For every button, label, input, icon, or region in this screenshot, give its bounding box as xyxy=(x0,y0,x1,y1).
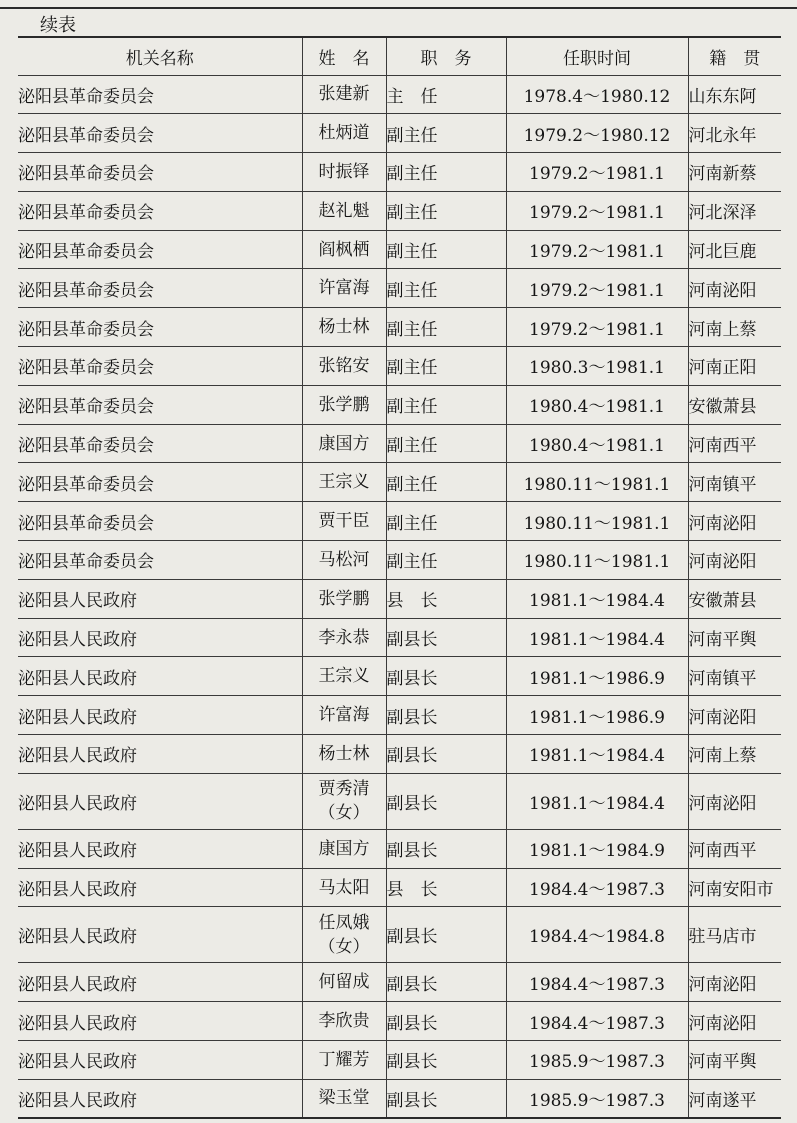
table-row xyxy=(18,502,781,541)
name-cell xyxy=(302,1002,386,1041)
org-cell: 泌阳县革命委员会 xyxy=(18,153,302,192)
origin-cell: 安徽萧县 xyxy=(688,579,781,618)
header-position: 职 务 xyxy=(386,37,506,75)
org-cell: 泌阳县人民政府 xyxy=(18,1002,302,1041)
term-cell: 1981.1～1984.4 xyxy=(506,735,688,774)
pos-cell: 副主任 xyxy=(386,308,506,347)
origin-cell: 河南西平 xyxy=(688,829,781,868)
origin-cell: 河南泌阳 xyxy=(688,696,781,735)
origin-cell: 驻马店市 xyxy=(688,907,781,963)
person-name: 杨士林 xyxy=(318,743,370,764)
table-row xyxy=(18,907,781,963)
term-cell: 1979.2～1981.1 xyxy=(506,153,688,192)
header-name: 姓 名 xyxy=(302,37,386,75)
pos-cell: 副主任 xyxy=(386,347,506,386)
header-origin: 籍 贯 xyxy=(688,37,781,75)
origin-cell: 河南镇平 xyxy=(688,463,781,502)
table-row xyxy=(18,1079,781,1118)
org-cell: 泌阳县革命委员会 xyxy=(18,75,302,114)
table-row xyxy=(18,1041,781,1080)
org-cell: 泌阳县革命委员会 xyxy=(18,230,302,269)
term-cell: 1984.4～1984.8 xyxy=(506,907,688,963)
pos-cell: 县 长 xyxy=(386,868,506,907)
gender-note: （女） xyxy=(318,803,370,824)
term-cell: 1980.11～1981.1 xyxy=(506,463,688,502)
name-cell xyxy=(302,75,386,114)
person-name: 何留成 xyxy=(318,972,370,993)
term-cell: 1979.2～1981.1 xyxy=(506,308,688,347)
person-name: 王宗义 xyxy=(318,666,370,687)
term-cell: 1980.4～1981.1 xyxy=(506,385,688,424)
term-cell: 1980.3～1981.1 xyxy=(506,347,688,386)
origin-cell: 河南平舆 xyxy=(688,618,781,657)
pos-cell: 副县长 xyxy=(386,773,506,829)
org-cell: 泌阳县革命委员会 xyxy=(18,191,302,230)
org-cell: 泌阳县人民政府 xyxy=(18,657,302,696)
top-rule xyxy=(0,0,797,9)
header-row xyxy=(18,37,781,75)
person-name: 杨士林 xyxy=(318,317,370,338)
person-name: 张学鹏 xyxy=(318,588,370,609)
name-cell xyxy=(302,153,386,192)
org-cell: 泌阳县人民政府 xyxy=(18,618,302,657)
person-name: 梁玉堂 xyxy=(318,1088,370,1109)
origin-cell: 河南泌阳 xyxy=(688,541,781,580)
name-cell xyxy=(302,829,386,868)
name-cell xyxy=(302,191,386,230)
origin-cell: 河南正阳 xyxy=(688,347,781,386)
name-cell xyxy=(302,579,386,618)
person-name: 许富海 xyxy=(318,278,370,299)
org-cell: 泌阳县人民政府 xyxy=(18,868,302,907)
table-row xyxy=(18,347,781,386)
term-cell: 1979.2～1980.12 xyxy=(506,114,688,153)
term-cell: 1979.2～1981.1 xyxy=(506,269,688,308)
pos-cell: 副县长 xyxy=(386,657,506,696)
person-name: 任凤娥 xyxy=(318,912,370,933)
pos-cell: 主 任 xyxy=(386,75,506,114)
person-name: 丁耀芳 xyxy=(318,1049,370,1070)
org-cell: 泌阳县人民政府 xyxy=(18,907,302,963)
name-cell xyxy=(302,773,386,829)
origin-cell: 河南新蔡 xyxy=(688,153,781,192)
term-cell: 1984.4～1987.3 xyxy=(506,868,688,907)
table-row xyxy=(18,153,781,192)
name-cell xyxy=(302,463,386,502)
table-row xyxy=(18,579,781,618)
table-row xyxy=(18,308,781,347)
term-cell: 1981.1～1984.4 xyxy=(506,773,688,829)
person-name: 康国方 xyxy=(318,838,370,859)
origin-cell: 河南泌阳 xyxy=(688,963,781,1002)
pos-cell: 副主任 xyxy=(386,463,506,502)
pos-cell: 副主任 xyxy=(386,230,506,269)
org-cell: 泌阳县人民政府 xyxy=(18,829,302,868)
term-cell: 1985.9～1987.3 xyxy=(506,1041,688,1080)
table-row xyxy=(18,541,781,580)
org-cell: 泌阳县人民政府 xyxy=(18,735,302,774)
officials-table xyxy=(18,36,781,1119)
person-name: 张建新 xyxy=(318,84,370,105)
origin-cell: 河南西平 xyxy=(688,424,781,463)
person-name: 贾秀清 xyxy=(318,779,370,800)
org-cell: 泌阳县革命委员会 xyxy=(18,385,302,424)
term-cell: 1981.1～1986.9 xyxy=(506,696,688,735)
origin-cell: 河南遂平 xyxy=(688,1079,781,1118)
person-name: 王宗义 xyxy=(318,472,370,493)
table-row xyxy=(18,230,781,269)
name-cell xyxy=(302,502,386,541)
origin-cell: 河南泌阳 xyxy=(688,1002,781,1041)
term-cell: 1981.1～1984.4 xyxy=(506,579,688,618)
name-cell xyxy=(302,308,386,347)
term-cell: 1984.4～1987.3 xyxy=(506,1002,688,1041)
origin-cell: 河南上蔡 xyxy=(688,735,781,774)
table-header xyxy=(18,37,781,75)
person-name: 时振铎 xyxy=(318,161,370,182)
pos-cell: 副主任 xyxy=(386,424,506,463)
origin-cell: 河南泌阳 xyxy=(688,773,781,829)
table-row xyxy=(18,75,781,114)
org-cell: 泌阳县革命委员会 xyxy=(18,347,302,386)
org-cell: 泌阳县人民政府 xyxy=(18,1041,302,1080)
origin-cell: 安徽萧县 xyxy=(688,385,781,424)
name-cell xyxy=(302,735,386,774)
name-cell xyxy=(302,868,386,907)
person-name: 阎枫栖 xyxy=(318,239,370,260)
pos-cell: 副主任 xyxy=(386,502,506,541)
name-cell xyxy=(302,230,386,269)
table-row xyxy=(18,868,781,907)
term-cell: 1980.11～1981.1 xyxy=(506,502,688,541)
pos-cell: 副主任 xyxy=(386,114,506,153)
origin-cell: 河南上蔡 xyxy=(688,308,781,347)
name-cell xyxy=(302,907,386,963)
pos-cell: 副主任 xyxy=(386,191,506,230)
gender-note: （女） xyxy=(318,936,370,957)
person-name: 许富海 xyxy=(318,705,370,726)
term-cell: 1981.1～1986.9 xyxy=(506,657,688,696)
origin-cell: 河北深泽 xyxy=(688,191,781,230)
term-cell: 1981.1～1984.9 xyxy=(506,829,688,868)
org-cell: 泌阳县革命委员会 xyxy=(18,463,302,502)
term-cell: 1980.11～1981.1 xyxy=(506,541,688,580)
name-cell xyxy=(302,347,386,386)
pos-cell: 副主任 xyxy=(386,541,506,580)
person-name: 张铭安 xyxy=(318,355,370,376)
org-cell: 泌阳县革命委员会 xyxy=(18,308,302,347)
name-cell xyxy=(302,696,386,735)
pos-cell: 副县长 xyxy=(386,618,506,657)
name-cell xyxy=(302,541,386,580)
origin-cell: 河北永年 xyxy=(688,114,781,153)
org-cell: 泌阳县革命委员会 xyxy=(18,114,302,153)
table-row xyxy=(18,385,781,424)
pos-cell: 副主任 xyxy=(386,385,506,424)
table-row xyxy=(18,1002,781,1041)
table-row xyxy=(18,463,781,502)
person-name: 杜炳道 xyxy=(318,123,370,144)
table-row xyxy=(18,191,781,230)
pos-cell: 副县长 xyxy=(386,1002,506,1041)
table-row xyxy=(18,618,781,657)
person-name: 赵礼魁 xyxy=(318,200,370,221)
name-cell xyxy=(302,269,386,308)
person-name: 康国方 xyxy=(318,433,370,454)
term-cell: 1984.4～1987.3 xyxy=(506,963,688,1002)
person-name: 贾干臣 xyxy=(318,511,370,532)
person-name: 张学鹏 xyxy=(318,394,370,415)
name-cell xyxy=(302,1079,386,1118)
org-cell: 泌阳县人民政府 xyxy=(18,696,302,735)
org-cell: 泌阳县革命委员会 xyxy=(18,541,302,580)
org-cell: 泌阳县人民政府 xyxy=(18,773,302,829)
term-cell: 1980.4～1981.1 xyxy=(506,424,688,463)
pos-cell: 副县长 xyxy=(386,829,506,868)
origin-cell: 河南泌阳 xyxy=(688,502,781,541)
term-cell: 1981.1～1984.4 xyxy=(506,618,688,657)
header-org: 机关名称 xyxy=(18,37,302,75)
pos-cell: 县 长 xyxy=(386,579,506,618)
term-cell: 1979.2～1981.1 xyxy=(506,191,688,230)
term-cell: 1979.2～1981.1 xyxy=(506,230,688,269)
table-row xyxy=(18,269,781,308)
origin-cell: 河南泌阳 xyxy=(688,269,781,308)
header-term: 任职时间 xyxy=(506,37,688,75)
table-row xyxy=(18,657,781,696)
pos-cell: 副县长 xyxy=(386,696,506,735)
person-name: 李欣贵 xyxy=(318,1011,370,1032)
origin-cell: 山东东阿 xyxy=(688,75,781,114)
pos-cell: 副主任 xyxy=(386,269,506,308)
name-cell xyxy=(302,1041,386,1080)
table-row xyxy=(18,424,781,463)
origin-cell: 河南镇平 xyxy=(688,657,781,696)
table-row xyxy=(18,735,781,774)
table-row xyxy=(18,829,781,868)
name-cell xyxy=(302,618,386,657)
term-cell: 1978.4～1980.12 xyxy=(506,75,688,114)
pos-cell: 副县长 xyxy=(386,907,506,963)
org-cell: 泌阳县人民政府 xyxy=(18,1079,302,1118)
origin-cell: 河北巨鹿 xyxy=(688,230,781,269)
table-row xyxy=(18,773,781,829)
name-cell xyxy=(302,424,386,463)
pos-cell: 副县长 xyxy=(386,1079,506,1118)
pos-cell: 副县长 xyxy=(386,1041,506,1080)
person-name: 李永恭 xyxy=(318,627,370,648)
name-cell xyxy=(302,114,386,153)
org-cell: 泌阳县革命委员会 xyxy=(18,502,302,541)
org-cell: 泌阳县革命委员会 xyxy=(18,269,302,308)
origin-cell: 河南安阳市 xyxy=(688,868,781,907)
org-cell: 泌阳县人民政府 xyxy=(18,579,302,618)
origin-cell: 河南平舆 xyxy=(688,1041,781,1080)
name-cell xyxy=(302,963,386,1002)
org-cell: 泌阳县革命委员会 xyxy=(18,424,302,463)
pos-cell: 副县长 xyxy=(386,735,506,774)
table-caption: 续表 xyxy=(40,15,76,36)
table-row xyxy=(18,963,781,1002)
person-name: 马太阳 xyxy=(318,877,370,898)
table-row xyxy=(18,696,781,735)
pos-cell: 副县长 xyxy=(386,963,506,1002)
table-row xyxy=(18,114,781,153)
pos-cell: 副主任 xyxy=(386,153,506,192)
table-body xyxy=(18,75,781,1118)
term-cell: 1985.9～1987.3 xyxy=(506,1079,688,1118)
name-cell xyxy=(302,657,386,696)
name-cell xyxy=(302,385,386,424)
person-name: 马松河 xyxy=(318,549,370,570)
org-cell: 泌阳县人民政府 xyxy=(18,963,302,1002)
